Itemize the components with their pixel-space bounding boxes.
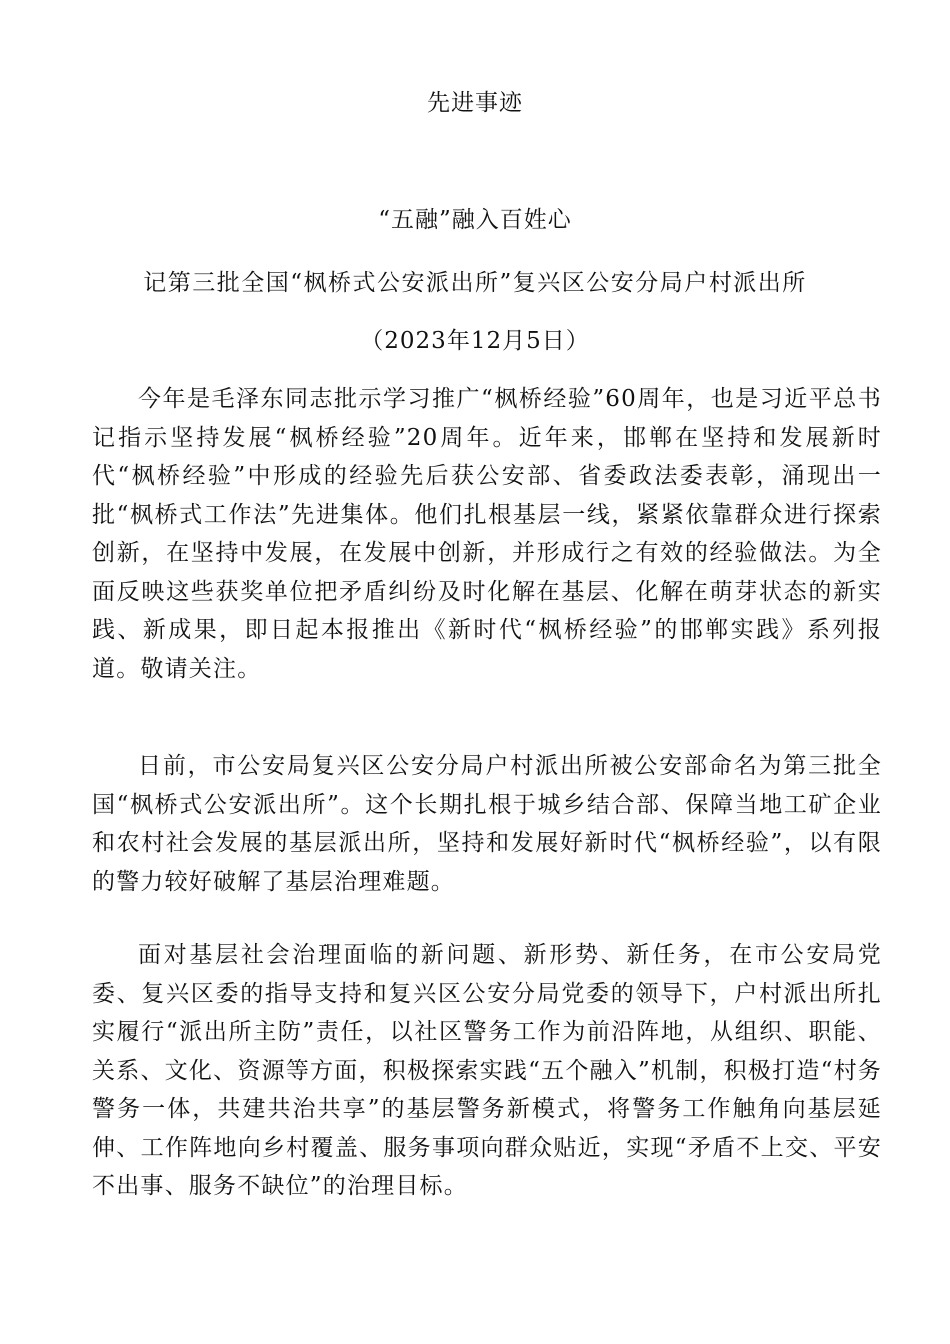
article-title: “五融”融入百姓心 — [378, 207, 572, 233]
article-date: （2023年12月5日） — [360, 328, 590, 354]
document-type-heading: 先进事迹 — [427, 90, 523, 116]
body-paragraph-3: 面对基层社会治理面临的新问题、新形势、新任务，在市公安局党委、复兴区委的指导支持和复兴区公安分局党委的领导下，户村派出所扎实履行“派出所主防”责任，以社区警务工作为前沿阵地，从组织、职能、关系、文化、资源等方面，积极探索实践“五个融入”机制，积极打造“村务警务一体，共建共治共享”的基层警务新模式，将警务工作触角向基层延伸、工作阵地向乡村覆盖、服务事项向群众贴近，实现“矛盾不上交、平安不出事、服务不缺位”的治理目标。 — [92, 942, 882, 1199]
body-paragraph-2: 日前，市公安局复兴区公安分局户村派出所被公安部命名为第三批全国“枫桥式公安派出所”。这个长期扎根于城乡结合部、保障当地工矿企业和农村社会发展的基层派出所，坚持和发展好新时代“枫桥经验”，以有限的警力较好破解了基层治理难题。 — [92, 753, 882, 895]
article-subtitle: 记第三批全国“枫桥式公安派出所”复兴区公安分局户村派出所 — [143, 270, 807, 296]
body-paragraph-1: 今年是毛泽东同志批示学习推广“枫桥经验”60周年，也是习近平总书记指示坚持发展“枫桥经验”20周年。近年来，邯郸在坚持和发展新时代“枫桥经验”中形成的经验先后获公安部、省委政法委表彰，涌现出一批“枫桥式工作法”先进集体。他们扎根基层一线，紧紧依靠群众进行探索创新，在坚持中发展，在发展中创新，并形成行之有效的经验做法。为全面反映这些获奖单位把矛盾纠纷及时化解在基层、化解在萌芽状态的新实践、新成果，即日起本报推出《新时代“枫桥经验”的邯郸实践》系列报道。敬请关注。 — [92, 386, 882, 682]
